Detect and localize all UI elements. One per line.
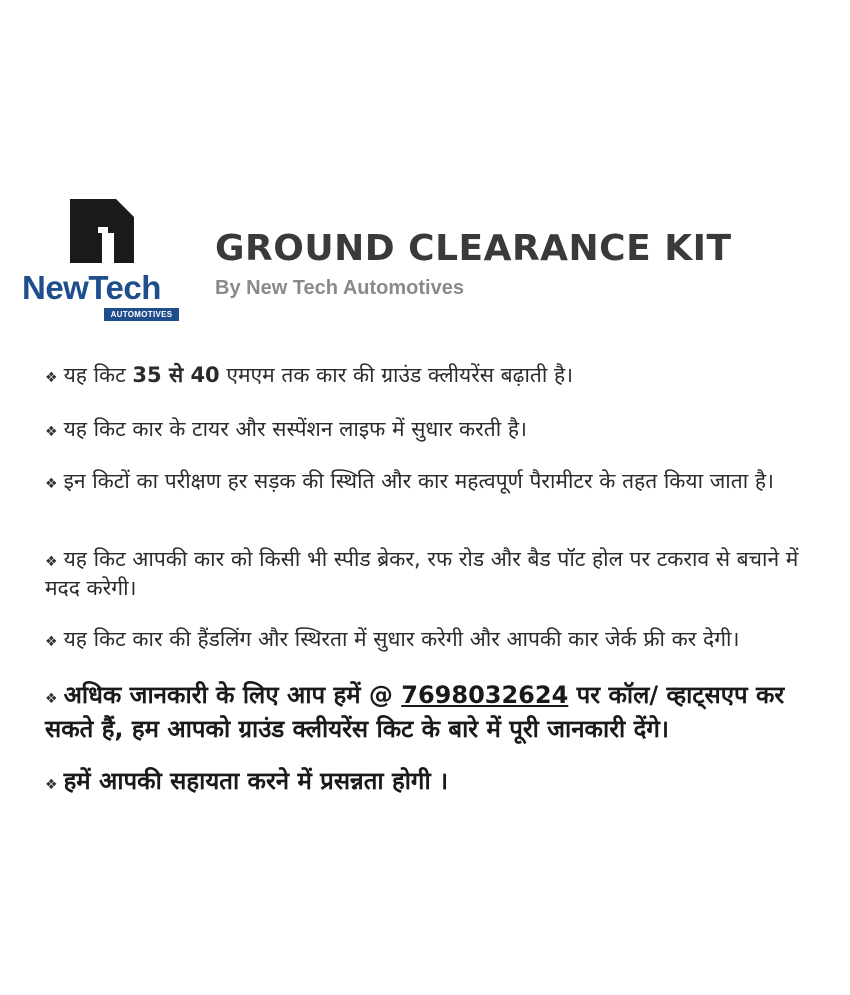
diamond-dots-icon: ❖	[45, 476, 58, 492]
diamond-dots-icon: ❖	[45, 424, 58, 440]
list-item-text: हमें आपकी सहायता करने में प्रसन्नता होगी ।	[63, 767, 449, 795]
list-item-text: अधिक जानकारी के लिए आप हमें @	[63, 681, 402, 709]
list-item-highlight: 35 से 40	[132, 363, 220, 387]
logo-mark-icon	[68, 197, 136, 265]
list-item-text: यह किट	[63, 363, 133, 387]
logo-subtext: AUTOMOTIVES	[104, 308, 179, 321]
list-item-text: एमएम तक कार की ग्राउंड क्लीयरेंस बढ़ाती है।	[219, 363, 574, 387]
logo-brand-text: NewTech	[22, 269, 161, 306]
list-item-text: यह किट कार के टायर और सस्पेंशन लाइफ में सुधार करती है।	[63, 417, 527, 441]
list-item-text: यह किट कार की हैंडलिंग और स्थिरता में सुधार करेगी और आपकी कार जेर्क फ्री कर देगी।	[63, 627, 740, 651]
phone-number-link[interactable]: 7698032624	[401, 681, 569, 709]
diamond-dots-icon: ❖	[45, 370, 58, 386]
list-item	[45, 416, 835, 445]
list-item-text: यह किट आपकी कार को किसी भी स्पीड ब्रेकर, रफ रोड और बैड पॉट होल पर टकराव से बचाने में मदद करेगी।	[45, 547, 799, 600]
diamond-dots-icon: ❖	[45, 777, 58, 793]
list-item	[45, 546, 835, 601]
diamond-dots-icon: ❖	[45, 554, 58, 570]
company-logo	[22, 197, 182, 325]
list-item	[45, 626, 835, 655]
page-title: GROUND CLEARANCE KIT	[215, 228, 732, 269]
diamond-dots-icon: ❖	[45, 691, 58, 707]
list-item-contact	[45, 680, 835, 744]
list-item	[45, 468, 835, 497]
list-item	[45, 362, 835, 391]
diamond-dots-icon: ❖	[45, 634, 58, 650]
list-item-text: पर कॉल/ व्हाट्सएप कर सकते हैं, हम आपको ग्राउंड क्लीयरेंस किट के बारे में पूरी जानकारी देंगे।	[45, 681, 785, 743]
list-item-text: इन किटों का परीक्षण हर सड़क की स्थिति और कार महत्वपूर्ण पैरामीटर के तहत किया जाता है।	[63, 469, 774, 493]
page-subtitle: By New Tech Automotives	[215, 277, 464, 299]
list-item	[45, 766, 835, 800]
